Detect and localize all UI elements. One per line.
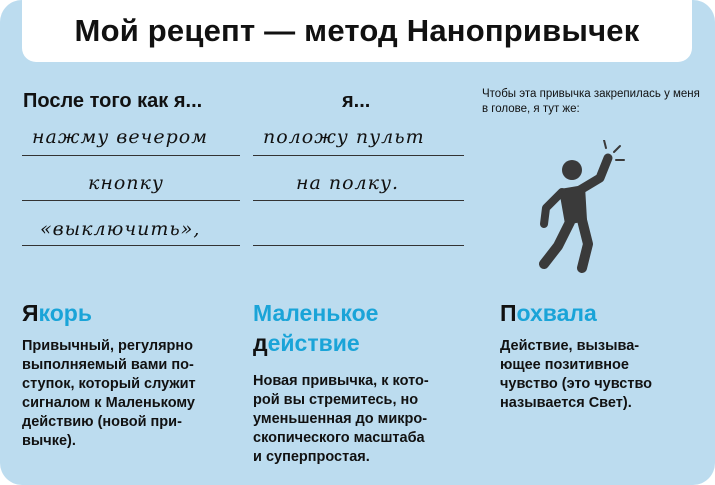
anchor-line-2: кнопку [88,172,164,194]
anchor-heading: После того как я... [23,90,203,112]
page-title: Мой рецепт — метод Нанопривычек [74,13,640,48]
action-line-2: на полку. [296,172,400,194]
anchor-line-3: «выключить», [40,218,201,240]
section-desc-anchor: Привычный, регулярно выполняемый вами по- ступок, который служит сигналом к Маленькому действию (новой при- вычке). [22,338,196,449]
section-title-anchor: Якорь [22,300,92,326]
action-underline-2 [253,200,464,201]
section-desc-praise: Действие, вызыва- ющее позитивное чувство (это чувство называется Свет). [500,338,653,411]
section-desc-action: Новая привычка, к кото- рой вы стремитесь, но уменьшенная до микро- скопического масштаба и суперпростая. [253,373,429,465]
action-line-1: положу пульт [263,126,425,148]
title-band [22,0,692,62]
action-heading: я... [342,90,371,112]
action-underline-1 [253,155,464,156]
section-title-praise: Похвала [500,300,597,326]
anchor-line-1: нажму вечером [32,126,208,148]
anchor-underline-2 [22,200,240,201]
action-underline-3 [253,245,464,246]
anchor-underline-3 [22,245,240,246]
section-title-action: Маленькое действие [253,300,379,356]
anchor-underline-1 [22,155,240,156]
celebrating-person-icon [522,140,632,285]
celebration-note: Чтобы эта привычка закрепилась у меня в голове, я тут же: [482,88,700,115]
